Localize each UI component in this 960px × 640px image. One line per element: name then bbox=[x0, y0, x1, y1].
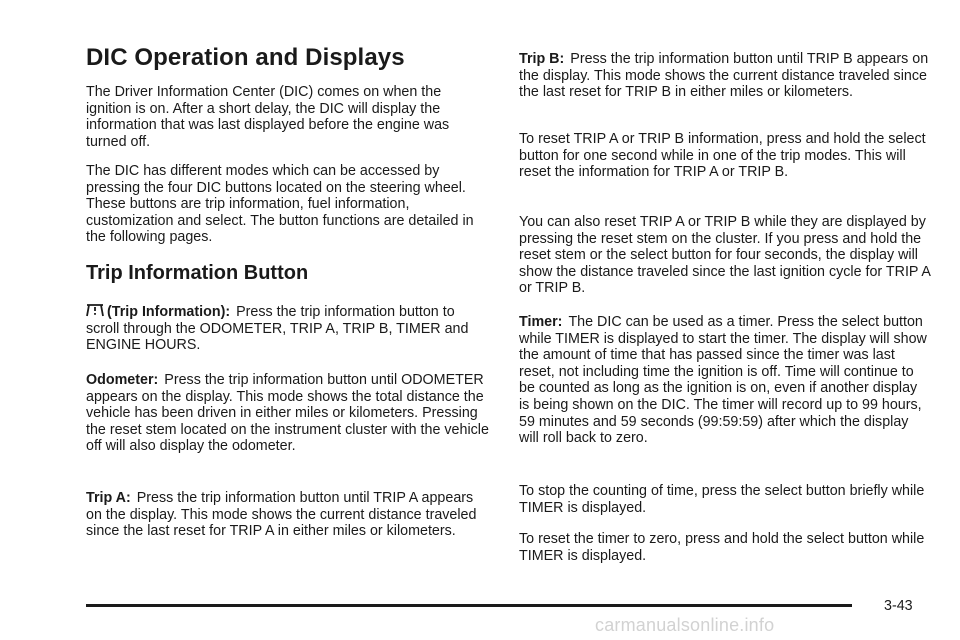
odometer-paragraph bbox=[86, 372, 490, 455]
trip-b-label: Trip B: bbox=[519, 51, 565, 67]
trip-information-icon bbox=[86, 303, 104, 317]
reset-timer-paragraph: To reset the timer to zero, press and hold the select button while TIMER is displayed. bbox=[519, 531, 925, 564]
timer-text: The DIC can be used as a timer. Press the select button while TIMER is displayed to start the timer. The display will show the amount of time that has passed since the timer was last reset, not including time the ignition is off. Time will continue to be counted as long as the ignition is on, even if another display is being shown on the DIC. The timer will record up to 99 hours, 59 minutes and 59 seconds (99:59:59) after which the display will roll back to zero. bbox=[519, 314, 927, 447]
timer-label: Timer: bbox=[519, 314, 563, 330]
trip-a-text: Press the trip information button until TRIP A appears on the display. This mode shows the current distance traveled since the last reset for TRIP A in either miles or kilometers. bbox=[86, 490, 477, 540]
trip-info-label: (Trip Information): bbox=[107, 304, 231, 320]
footer-rule bbox=[86, 604, 852, 607]
trip-info-paragraph bbox=[86, 303, 490, 354]
odometer-text: Press the trip information button until ODOMETER appears on the display. This mode shows the total distance the vehicle has been driven in either miles or kilometers. Pressing the reset stem located on the instrument cluster with the vehicle off will also display the odometer. bbox=[86, 372, 489, 455]
page-title: DIC Operation and Displays bbox=[86, 44, 405, 71]
timer-paragraph bbox=[519, 314, 931, 447]
reset-stem-paragraph: You can also reset TRIP A or TRIP B while they are displayed by pressing the reset stem on the cluster. If you press and hold the reset stem or the select button for four seconds, the display will show the distance traveled since the last ignition cycle for TRIP A or TRIP B. bbox=[519, 214, 931, 297]
trip-b-text: Press the trip information button until TRIP B appears on the display. This mode shows the current distance traveled since the last reset for TRIP B in either miles or kilometers. bbox=[519, 51, 929, 101]
watermark: carmanualsonline.info bbox=[595, 615, 775, 635]
reset-trip-paragraph: To reset TRIP A or TRIP B information, press and hold the select button for one second while in one of the trip modes. This will reset the information for TRIP A or TRIP B. bbox=[519, 131, 926, 181]
trip-b-paragraph bbox=[519, 51, 931, 101]
odometer-label: Odometer: bbox=[86, 372, 159, 388]
trip-info-text: Press the trip information button to scroll through the ODOMETER, TRIP A, TRIP B, TIMER and ENGINE HOURS. bbox=[86, 304, 469, 354]
page-number: 3-43 bbox=[884, 598, 913, 614]
trip-a-paragraph bbox=[86, 490, 490, 540]
trip-a-label: Trip A: bbox=[86, 490, 131, 506]
intro-paragraph: The Driver Information Center (DIC) comes on when the ignition is on. After a short delay, the DIC will display the information that was last displayed before the engine was turned off. bbox=[86, 84, 450, 150]
modes-paragraph: The DIC has different modes which can be accessed by pressing the four DIC buttons located on the steering wheel. These buttons are trip information, fuel information, customization and select. The button functions are detailed in the following pages. bbox=[86, 163, 474, 246]
stop-timer-paragraph: To stop the counting of time, press the select button briefly while TIMER is displayed. bbox=[519, 483, 925, 516]
section-title: Trip Information Button bbox=[86, 262, 309, 284]
